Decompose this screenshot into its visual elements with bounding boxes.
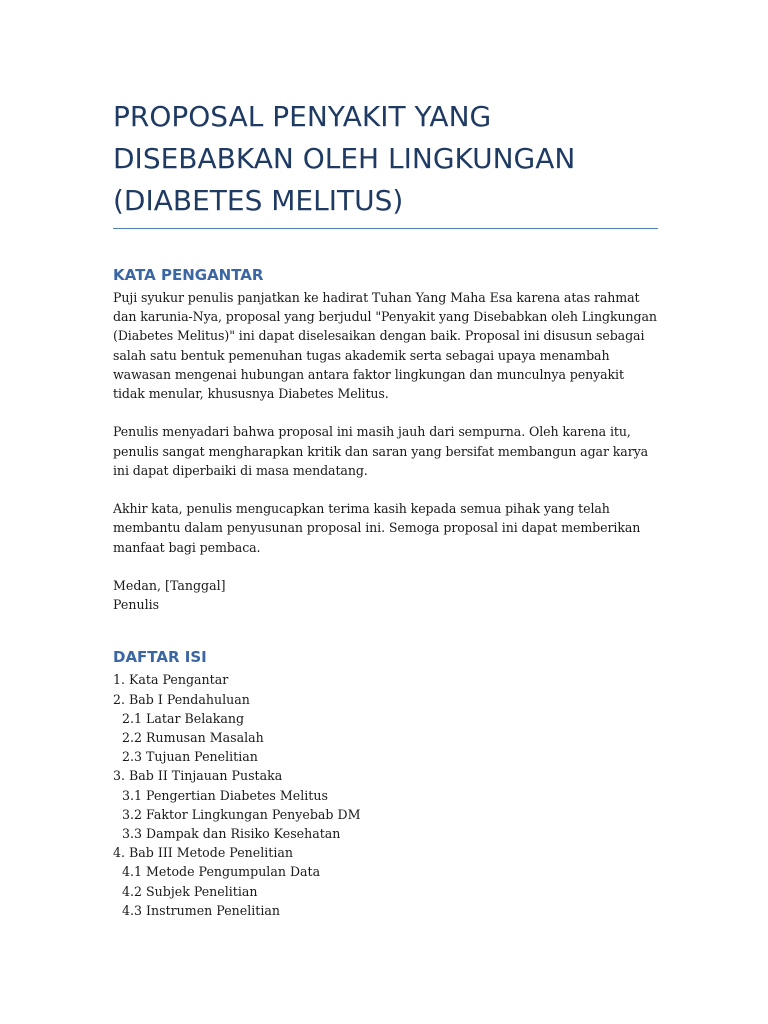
- toc-subitem: 3.3 Dampak dan Risiko Kesehatan: [122, 826, 341, 842]
- toc-item: 1. Kata Pengantar: [113, 672, 229, 688]
- toc-item: 4. Bab III Metode Penelitian: [113, 845, 293, 861]
- toc-item: 3. Bab II Tinjauan Pustaka: [113, 768, 283, 784]
- toc-item: 2. Bab I Pendahuluan: [113, 691, 250, 707]
- place-date: Medan, [Tanggal]: [113, 578, 226, 593]
- table-of-contents: [113, 670, 658, 920]
- section-daftar-isi: [113, 647, 658, 920]
- document-page: [113, 96, 658, 920]
- toc-subitem: 2.3 Tujuan Penelitian: [122, 749, 258, 765]
- toc-subitem: 2.2 Rumusan Masalah: [122, 730, 264, 746]
- section-heading-daftar-isi: DAFTAR ISI: [113, 648, 207, 667]
- document-title: [113, 96, 658, 228]
- toc-subitem: 3.2 Faktor Lingkungan Penyebab DM: [122, 806, 361, 822]
- title-line-2: DISEBABKAN OLEH LINGKUNGAN: [113, 142, 576, 175]
- title-line-1: PROPOSAL PENYAKIT YANG: [113, 100, 492, 133]
- section-heading-kata-pengantar: KATA PENGANTAR: [113, 266, 264, 284]
- paragraph: Puji syukur penulis panjatkan ke hadirat Tuhan Yang Maha Esa karena atas rahmat dan karunia-Nya, proposal yang berjudul "Penyakit yang Disebabkan oleh Lingkungan (Diabetes Melitus)" ini dapat diselesaikan dengan baik. Proposal ini disusun sebagai salah satu bentuk pemenuhan tugas akademik serta sebagai upaya menambah wawasan mengenai hubungan antara faktor lingkungan dan munculnya penyakit tidak menular, khususnya Diabetes Melitus.: [113, 290, 657, 402]
- title-divider: [113, 228, 658, 229]
- toc-subitem: 4.2 Subjek Penelitian: [122, 883, 258, 899]
- toc-subitem: 4.3 Instrumen Penelitian: [122, 902, 280, 918]
- toc-subitem: 3.1 Pengertian Diabetes Melitus: [122, 787, 328, 803]
- paragraph: Akhir kata, penulis mengucapkan terima kasih kepada semua pihak yang telah membantu dalam penyusunan proposal ini. Semoga proposal ini dapat memberikan manfaat bagi pembaca.: [113, 501, 641, 555]
- section-spacer: [113, 614, 658, 647]
- paragraph: Penulis menyadari bahwa proposal ini masih jauh dari sempurna. Oleh karena itu, penulis sangat mengharapkan kritik dan saran yang bersifat membangun agar karya ini dapat diperbaiki di masa mendatang.: [113, 424, 649, 478]
- author-signature: Penulis: [113, 597, 160, 613]
- title-line-3: (DIABETES MELITUS): [113, 184, 404, 217]
- toc-subitem: 2.1 Latar Belakang: [122, 710, 245, 726]
- toc-subitem: 4.1 Metode Pengumpulan Data: [122, 864, 321, 880]
- section-kata-pengantar: [113, 265, 658, 614]
